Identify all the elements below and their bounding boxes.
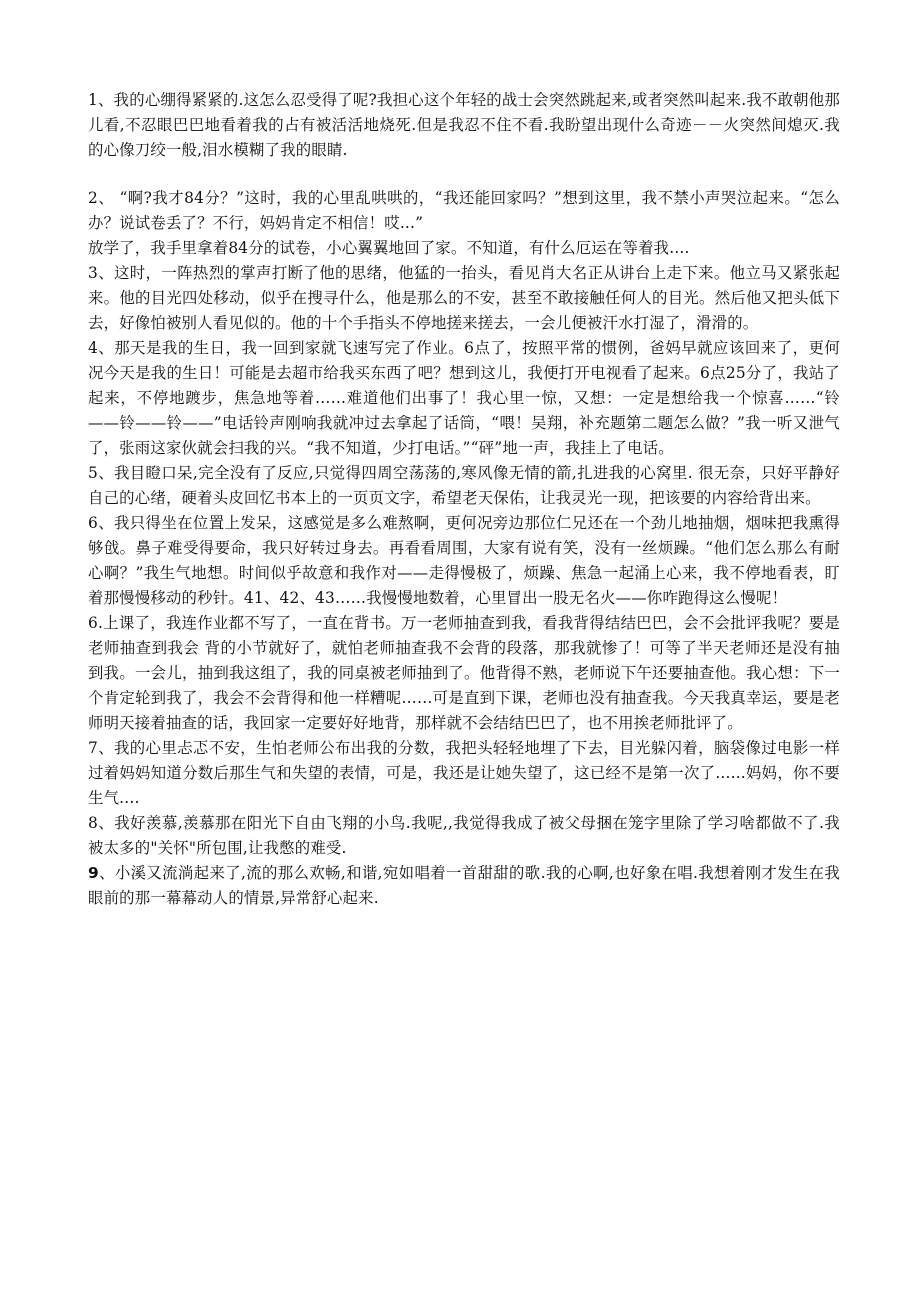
paragraph-9: [88, 861, 840, 911]
paragraph-2: 2、 “啊?我才84分？”这时，我的心里乱哄哄的，“我还能回家吗？”想到这里，我不禁小声哭泣起来。“怎么办？说试卷丢了？不行，妈妈肯定不相信！哎...”: [88, 189, 840, 232]
paragraph-4: 4、那天是我的生日，我一回到家就飞速写完了作业。6点了，按照平常的惯例，爸妈早就应该回来了，更何况今天是我的生日！可能是去超市给我买东西了吧？想到这儿，我便打开电视看了起来。6点25分了，我站了起来，不停地踱步，焦急地等着……难道他们出事了！我心里一惊，又想：一定是想给我一个惊喜……“铃——铃——铃——”电话铃声刚响我就冲过去拿起了话筒，“喂！吴翔，补充题第二题怎么做？”我一听又泄气了，张雨这家伙就会扫我的兴。“我不知道，少打电话。”“砰”地一声，我挂上了电话。: [88, 339, 840, 457]
document-page: [88, 88, 840, 911]
paragraph-3: 3、这时，一阵热烈的掌声打断了他的思绪，他猛的一抬头，看见肖大名正从讲台上走下来。他立马又紧张起来。他的目光四处移动，似乎在搜寻什么，他是那么的不安，甚至不敢接触任何人的目光。然后他又把头低下去，好像怕被别人看见似的。他的十个手指头不停地搓来搓去，一会儿便被汗水打湿了，滑滑的。: [88, 264, 840, 332]
paragraph-9-text: 、小溪又流淌起来了,流的那么欢畅,和谐,宛如唱着一首甜甜的歌.我的心啊,也好象在唱.我想着刚才发生在我眼前的那一幕幕动人的情景,异常舒心起来.: [88, 864, 840, 907]
paragraph-6-second: 6.上课了，我连作业都不写了，一直在背书。万一老师抽查到我，看我背得结结巴巴，会不会批评我呢？要是老师抽查到我会 背的小节就好了，就怕老师抽查我不会背的段落，那我就惨了！可等了半天老师还是没有抽到我。一会儿，抽到我这组了，我的同桌被老师抽到了。他背得不熟，老师说下午还要抽查他。我心想：下一个肯定轮到我了，我会不会背得和他一样糟呢……可是直到下课，老师也没有抽查我。今天我真幸运，要是老师明天接着抽查的话，我回家一定要好好地背，那样就不会结结巴巴了，也不用挨老师批评了。: [88, 614, 840, 732]
paragraph-2-continued: 放学了，我手里拿着84分的试卷，小心翼翼地回了家。不知道，有什么厄运在等着我....: [88, 239, 690, 257]
paragraph-spacer: [88, 163, 840, 186]
paragraph-9-number: 9: [88, 864, 99, 882]
paragraph-8: 8、我好羡慕,羡慕那在阳光下自由飞翔的小鸟.我呢,,我觉得我成了被父母捆在笼字里除了学习啥都做不了.我被太多的"关怀"所包围,让我憋的难受.: [88, 814, 840, 857]
paragraph-1: 1、我的心绷得紧紧的.这怎么忍受得了呢?我担心这个年轻的战士会突然跳起来,或者突然叫起来.我不敢朝他那儿看,不忍眼巴巴地看着我的占有被活活地烧死.但是我忍不住不看.我盼望出现什么奇迹－－火突然间熄灭.我的心像刀绞一般,泪水模糊了我的眼睛.: [88, 91, 840, 159]
paragraph-5: 5、我目瞪口呆,完全没有了反应,只觉得四周空荡荡的,寒风像无情的箭,扎进我的心窝里. 很无奈，只好平静好自己的心绪，硬着头皮回忆书本上的一页页文字，希望老天保佑，让我灵光一现，把该要的内容给背出来。: [88, 464, 840, 507]
paragraph-7: 7、我的心里忐忑不安，生怕老师公布出我的分数，我把头轻轻地埋了下去，目光躲闪着，脑袋像过电影一样过着妈妈知道分数后那生气和失望的表情，可是，我还是让她失望了，这已经不是第一次了......妈妈，你不要生气....: [88, 739, 840, 807]
paragraph-6: 6、我只得坐在位置上发呆，这感觉是多么难熬啊，更何况旁边那位仁兄还在一个劲儿地抽烟，烟味把我熏得够戗。鼻子难受得要命，我只好转过身去。再看看周围，大家有说有笑，没有一丝烦躁。“他们怎么那么有耐心啊？”我生气地想。时间似乎故意和我作对——走得慢极了，烦躁、焦急一起涌上心来，我不停地看表，盯着那慢慢移动的秒针。41、42、43……我慢慢地数着，心里冒出一股无名火——你咋跑得这么慢呢！: [88, 514, 840, 607]
